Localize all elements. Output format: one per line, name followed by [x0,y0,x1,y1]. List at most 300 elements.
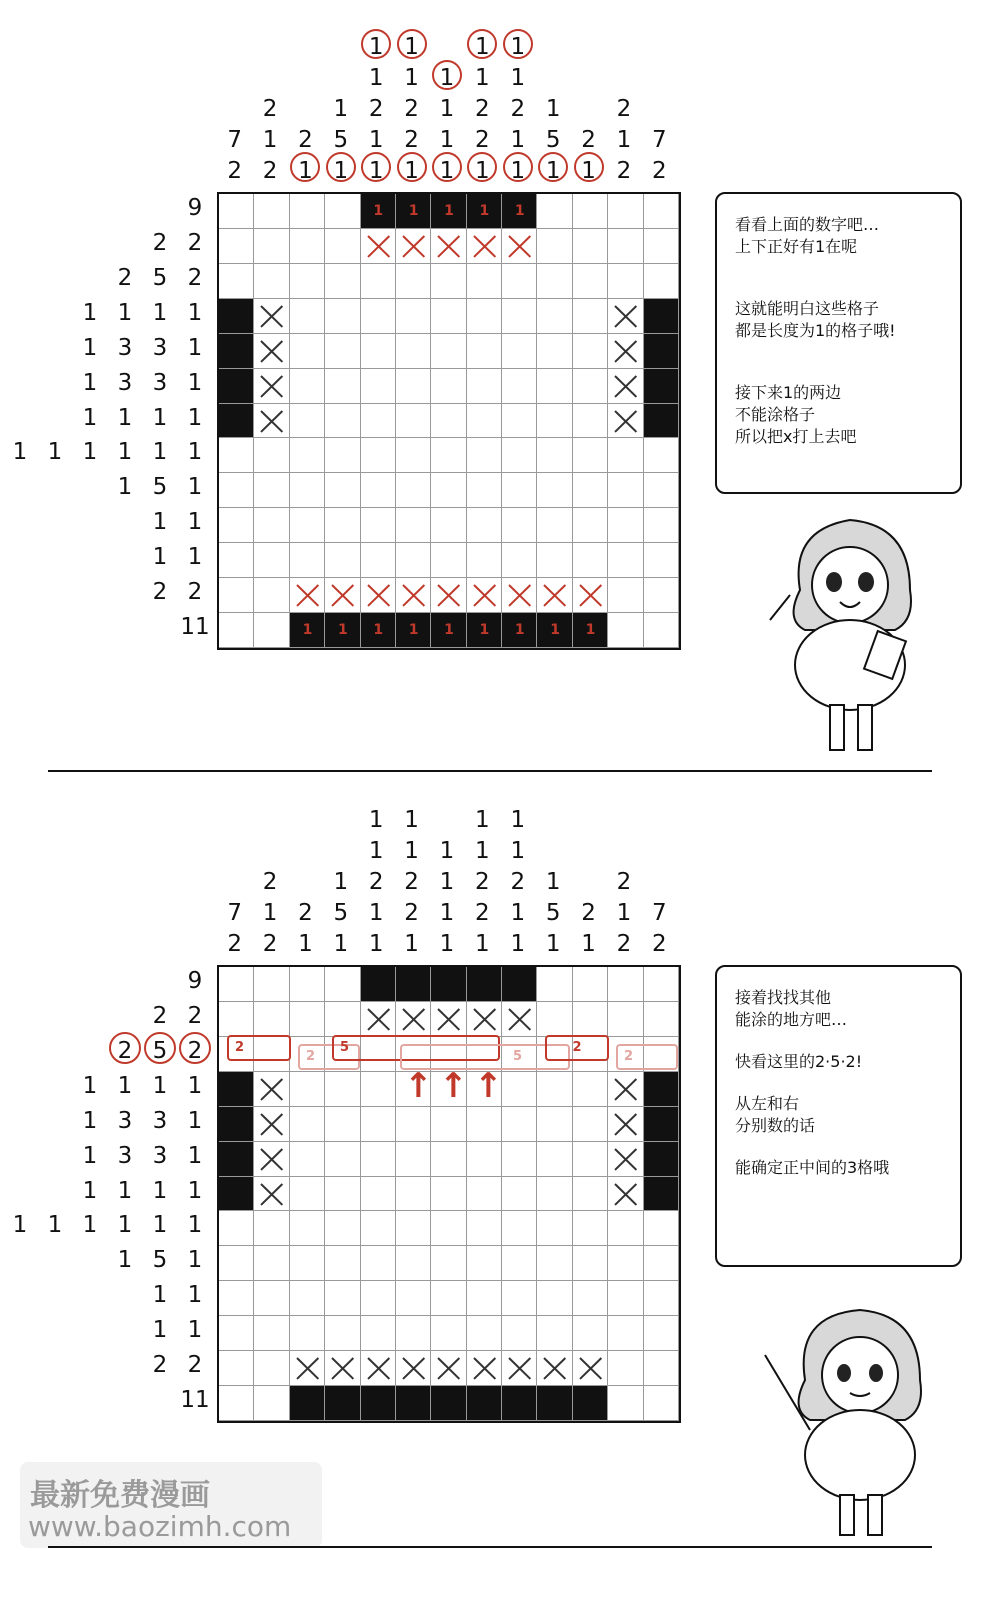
grid-cell [254,1281,289,1316]
column-clue: 1 [545,869,561,895]
grid-cell [608,1246,643,1281]
column-clue: 1 [475,838,490,864]
cross-icon [396,1351,431,1386]
character-illustration [750,1285,950,1545]
row-clue: 1 [82,1177,98,1204]
row-clue: 5 [152,1247,168,1274]
cross-icon [325,1351,360,1386]
column-clue: 1 [368,900,384,926]
row-clue: 3 [152,1107,168,1134]
cell-number-mark: 1 [408,203,419,219]
grid-cell [290,1142,325,1177]
row-clue: 1 [82,334,98,361]
grid-cell [290,1177,325,1212]
row-clue: 1 [12,1212,28,1239]
grid-cell [573,1177,608,1212]
grid-cell [431,1386,466,1421]
row-clue: 1 [187,1212,203,1239]
speech-text: 能确定正中间的3格哦 [735,1158,890,1177]
column-clue: 1 [510,158,526,184]
column-clue: 2 [475,127,490,153]
row-clue: 1 [187,1177,203,1204]
column-clue: 1 [475,807,490,833]
row-clue: 1 [152,439,168,466]
grid-cell [573,1281,608,1316]
row-clue: 1 [82,1072,98,1099]
watermark-line-2: www.baozimh.com [28,1510,292,1543]
cross-icon [254,1072,289,1107]
row-clue: 2 [152,229,168,256]
grid-cell [361,1246,396,1281]
grid-cell [396,1246,431,1281]
row-clue: 1 [187,1282,203,1309]
range-box-5: 5 [332,1035,500,1061]
row-clue: 3 [117,1142,133,1169]
row-clue: 1 [152,1177,168,1204]
row-clue: 1 [152,544,168,571]
column-clue: 1 [616,900,632,926]
grid-cell [396,1107,431,1142]
grid-cell [644,967,679,1002]
column-clue: 1 [545,931,561,957]
grid-cell [254,1072,289,1107]
grid-cell [573,1142,608,1177]
row-clue: 1 [117,404,133,431]
column-clue: 1 [404,65,419,91]
row-clue: 1 [152,509,168,536]
grid-cell [644,1142,679,1177]
grid-cell [644,1002,679,1037]
grid-cell [644,1316,679,1351]
row-clue: 9 [187,195,203,221]
column-clue: 2 [404,127,419,153]
speech-text: 接着找找其他 能涂的地方吧… [735,988,848,1029]
grid-cell [361,1107,396,1142]
column-clue: 1 [368,807,384,833]
cell-number-mark: 1 [514,203,525,219]
grid-cell [361,1351,396,1386]
cell-number-mark: 1 [444,622,454,639]
grid-cell [431,1002,466,1037]
row-clue: 3 [152,334,168,361]
column-clue: 1 [510,900,526,926]
cross-icon [431,1351,466,1386]
column-clue: 1 [510,807,526,833]
cell-number-mark: 1 [408,622,419,639]
grid-cell [537,1002,572,1037]
grid-cell [361,1142,396,1177]
column-clue: 1 [510,34,526,60]
column-clue: 1 [333,96,349,122]
row-clue: 2 [187,1352,203,1379]
grid-cell [325,1107,360,1142]
column-clue: 7 [651,127,667,153]
grid-cell [325,1211,360,1246]
cross-icon [573,1351,608,1386]
column-clue: 1 [439,127,455,153]
grid-cell [537,1107,572,1142]
column-clue: 2 [262,931,278,957]
row-clue: 5 [152,1037,168,1064]
column-clue: 1 [333,158,349,184]
grid-cell [502,967,537,1002]
row-clue: 2 [187,1037,203,1064]
grid-cell [361,1002,396,1037]
cross-icon [502,1351,537,1386]
row-clue: 3 [117,369,133,396]
grid-cell [467,1142,502,1177]
column-clue: 5 [545,900,561,926]
column-clue: 1 [510,65,526,91]
column-clue: 1 [298,931,313,957]
grid-cell [325,1351,360,1386]
grid-cell [644,1246,679,1281]
column-clue: 1 [368,931,384,957]
row-clue: 5 [152,264,168,291]
grid-cell [537,1246,572,1281]
column-clue: 5 [333,900,349,926]
column-clue: 1 [581,931,596,957]
cell-number-mark: 1 [550,622,561,639]
column-clue: 1 [616,127,632,153]
column-clue: 7 [227,127,242,153]
grid-cell [396,967,431,1002]
column-clue: 2 [368,869,384,895]
grid-cell [361,1072,396,1107]
row-clue: 1 [82,1212,98,1239]
grid-cell [502,1316,537,1351]
row-clue: 2 [187,229,203,256]
grid-cell [431,1107,466,1142]
cross-icon [361,1002,396,1037]
grid-cell [502,1281,537,1316]
grid-cell [325,1072,360,1107]
grid-cell [431,967,466,1002]
watermark [20,1462,322,1548]
cell-number-mark: 1 [479,203,490,219]
grid-cell [219,1072,254,1107]
grid-cell [431,1246,466,1281]
row-clue: 1 [117,1212,133,1239]
row-clue: 3 [152,1142,168,1169]
column-clue: 2 [510,869,526,895]
column-clue: 2 [404,96,419,122]
row-clue: 2 [152,1352,168,1379]
highlight-circle [109,1032,141,1064]
column-clue: 1 [333,869,349,895]
grid-cell [537,1142,572,1177]
grid-cell [537,1281,572,1316]
grid-cell [219,1386,254,1421]
column-clue: 2 [368,96,384,122]
grid-cell [290,1107,325,1142]
column-clue: 1 [475,158,490,184]
grid-cell [431,1351,466,1386]
grid-cell [502,1246,537,1281]
cross-icon [467,1002,502,1037]
grid-cell [254,1246,289,1281]
row-clue: 1 [187,404,203,431]
column-clue: 1 [368,65,384,91]
row-clue: 11 [180,1387,210,1414]
column-clue: 2 [616,931,632,957]
grid-cell [644,1107,679,1142]
grid-cell [254,1351,289,1386]
column-clue: 1 [510,838,526,864]
grid-cell [290,1246,325,1281]
row-clue: 1 [152,299,168,326]
grid-cell [537,967,572,1002]
column-clue: 1 [368,127,384,153]
column-clue: 1 [439,900,455,926]
grid-cell [573,1351,608,1386]
row-clue: 2 [187,264,203,291]
grid-cell [431,1142,466,1177]
range-box-left-2-alt: 2 [298,1044,360,1070]
row-clue: 1 [47,1212,63,1239]
cross-icon [254,1177,289,1212]
row-clue: 1 [152,1212,168,1239]
grid-cell [361,1316,396,1351]
grid-cell [467,1386,502,1421]
column-clue: 5 [333,127,349,153]
cross-icon [396,1002,431,1037]
grid-cell [467,1316,502,1351]
grid-cell [219,1002,254,1037]
row-clue: 1 [82,299,98,326]
grid-cell [608,1177,643,1212]
grid-cell [537,1072,572,1107]
grid-cell [290,1211,325,1246]
grid-cell [325,1316,360,1351]
grid-cell [361,1281,396,1316]
grid-cell [644,1177,679,1212]
row-clue: 1 [82,439,98,466]
column-clue: 2 [651,931,667,957]
column-clue: 2 [227,158,242,184]
cross-icon [608,1107,643,1142]
speech-text: 看看上面的数字吧… 上下正好有1在呢 [735,215,880,256]
grid-cell [290,1281,325,1316]
grid-cell [573,1072,608,1107]
cross-icon [608,1142,643,1177]
cross-icon [361,1351,396,1386]
grid-cell [608,1142,643,1177]
cell-number-mark: 1 [479,622,490,639]
grid-cell [396,1316,431,1351]
grid-cell [254,1316,289,1351]
grid-cell [608,1316,643,1351]
grid-cell [573,1107,608,1142]
row-clue: 2 [117,1037,133,1064]
row-clue: 2 [187,579,203,606]
grid-cell [537,1351,572,1386]
range-box-left-2: 2 [227,1035,291,1061]
column-clue: 1 [545,96,561,122]
column-clue: 1 [404,838,419,864]
row-clue: 1 [117,1247,133,1274]
column-clue: 1 [439,838,455,864]
column-clue: 2 [298,127,313,153]
speech-text: 从左和右 分别数的话 [735,1094,816,1135]
grid-cell [502,1177,537,1212]
column-clue: 1 [439,158,455,184]
cross-icon [290,1351,325,1386]
grid-cell [467,1246,502,1281]
cross-icon [608,1072,643,1107]
grid-cell [573,967,608,1002]
column-clue: 1 [581,158,596,184]
cell-number-mark: 1 [514,622,525,639]
grid-cell [254,1211,289,1246]
grid-cell [467,1211,502,1246]
row-clue: 1 [82,1142,98,1169]
grid-cell [644,1281,679,1316]
row-clue: 1 [12,439,28,466]
grid-cell [325,1142,360,1177]
grid-cell [254,1386,289,1421]
grid-cell [254,1142,289,1177]
grid-cell [573,1386,608,1421]
grid-cell [608,1386,643,1421]
column-clue: 2 [475,869,490,895]
highlight-circle [179,1032,211,1064]
grid-cell [325,1002,360,1037]
cell-number-mark: 1 [373,203,384,219]
row-clue: 2 [152,579,168,606]
grid-cell [608,1281,643,1316]
cell-number-mark: 1 [373,622,384,639]
grid-cell [502,1211,537,1246]
column-clue: 2 [404,869,419,895]
row-clue: 1 [152,404,168,431]
row-clue: 1 [187,509,203,536]
grid-cell [573,1211,608,1246]
grid-cell [325,1246,360,1281]
cross-icon [537,1351,572,1386]
column-clue: 2 [616,96,632,122]
grid-cell [254,1177,289,1212]
column-clue: 1 [510,931,526,957]
up-arrow-icon: ↑ [404,1066,433,1106]
grid-cell [254,967,289,1002]
grid-cell [325,1386,360,1421]
speech-bubble [715,965,962,1267]
row-clue: 1 [82,369,98,396]
grid-cell [502,1107,537,1142]
column-clue: 1 [545,158,561,184]
column-clue: 5 [545,127,561,153]
column-clue: 1 [510,127,526,153]
grid-cell [396,1177,431,1212]
row-clue: 1 [187,474,203,501]
row-clue: 1 [82,1107,98,1134]
range-box-right-2-alt: 2 [616,1044,678,1070]
speech-text: 快看这里的2·5·2! [735,1052,863,1071]
grid-cell [573,1246,608,1281]
column-clue: 1 [262,900,278,926]
grid-cell [290,1072,325,1107]
row-clue: 1 [187,1107,203,1134]
row-clue: 1 [187,299,203,326]
speech-text: 这就能明白这些格子 都是长度为1的格子哦! [735,299,896,340]
row-clue: 1 [187,1247,203,1274]
cell-number-mark: 1 [444,203,454,219]
column-clue: 1 [439,65,455,91]
cross-icon [254,1142,289,1177]
grid-cell [396,1142,431,1177]
row-clue: 3 [152,369,168,396]
grid-cell [219,1211,254,1246]
column-clue: 2 [298,900,313,926]
column-clue: 2 [404,900,419,926]
grid-cell [537,1316,572,1351]
grid-cell [467,1177,502,1212]
row-clue: 1 [117,474,133,501]
row-clue: 1 [187,334,203,361]
column-clue: 2 [581,900,596,926]
grid-cell [361,1386,396,1421]
column-clue: 1 [475,931,490,957]
grid-cell [219,1177,254,1212]
column-clue: 1 [333,931,349,957]
grid-cell [396,1281,431,1316]
grid-cell [644,1386,679,1421]
grid-cell [290,967,325,1002]
cell-number-mark: 1 [337,622,348,639]
grid-cell [467,967,502,1002]
up-arrow-icon: ↑ [439,1066,468,1106]
column-clue: 1 [298,158,313,184]
grid-cell [573,1316,608,1351]
grid-cell [219,967,254,1002]
row-clue: 1 [152,1072,168,1099]
speech-text: 接下来1的两边 不能涂格子 所以把x打上去吧 [735,383,857,446]
column-clue: 2 [227,931,242,957]
row-clue: 1 [117,299,133,326]
column-clue: 2 [581,127,596,153]
row-clue: 11 [180,614,210,641]
grid-cell [431,1281,466,1316]
grid-cell [608,1211,643,1246]
row-clue: 1 [187,1317,203,1344]
column-clue: 1 [475,34,490,60]
column-clue: 2 [651,158,667,184]
row-clue: 1 [117,439,133,466]
column-clue: 2 [262,869,278,895]
cross-icon [431,1002,466,1037]
grid-cell [219,1142,254,1177]
column-clue: 1 [475,65,490,91]
column-clue: 1 [439,96,455,122]
grid-cell [254,1002,289,1037]
grid-cell [644,1351,679,1386]
row-clue: 5 [152,474,168,501]
column-clue: 2 [510,96,526,122]
column-clue: 1 [439,869,455,895]
column-clue: 2 [616,869,632,895]
row-clue: 1 [82,404,98,431]
grid-cell [396,1002,431,1037]
grid-cell [219,1281,254,1316]
cell-number-mark: 1 [585,622,596,639]
grid-cell [608,967,643,1002]
row-clue: 1 [187,544,203,571]
column-clue: 7 [651,900,667,926]
column-clue: 1 [262,127,278,153]
grid-cell [361,1177,396,1212]
grid-cell [325,967,360,1002]
